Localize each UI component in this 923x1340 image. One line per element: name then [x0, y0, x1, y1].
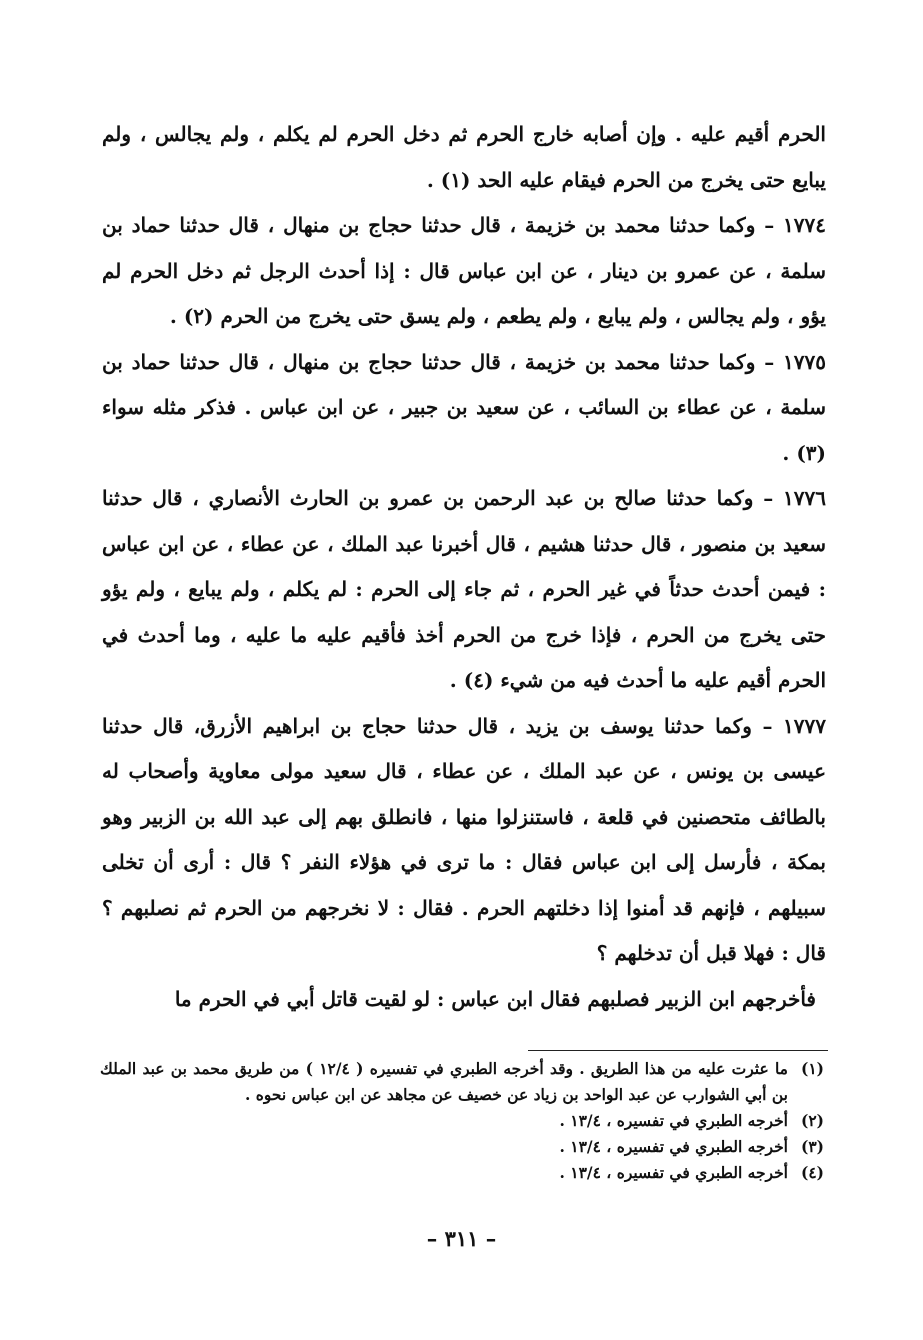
- footnote-text: ما عثرت عليه من هذا الطريق . وقد أخرجه الطبري في تفسيره ( ١٢/٤ ) من طريق محمد بن عبد الملك بن أبي الشوارب عن عبد الواحد بن زياد عن خصيف عن مجاهد عن ابن عباس نحوه .: [100, 1059, 788, 1104]
- footnote-marker: (٢): [800, 1111, 824, 1130]
- paragraph-continuation: الحرم أقيم عليه . وإن أصابه خارج الحرم ثم دخل الحرم لم يكلم ، ولم يجالس ، ولم يبايع حتى يخرج من الحرم فيقام عليه الحد (١) .: [102, 122, 826, 192]
- footnote-text: أخرجه الطبري في تفسيره ، ١٣/٤ .: [559, 1163, 788, 1182]
- hadith-1777: ١٧٧٧ – وكما حدثنا يوسف بن يزيد ، قال حدثنا حجاج بن ابراهيم الأزرق، قال حدثنا عيسى بن يونس ، عن عبد الملك ، عن عطاء ، قال سعيد مولى معاوية وأصحاب له بالطائف متحصنين في قلعة ، فاستنزلوا منها ، فانطلق بهم إلى عبد الله بن الزبير وهو بمكة ، فأرسل إلى ابن عباس فقال : ما ترى في هؤلاء النفر ؟ قال : أرى أن تخلى سبيلهم ، فإنهم قد أمنوا إذا دخلتهم الحرم . فقال : لا نخرجهم من الحرم ثم نصلبهم ؟ قال : فهلا قبل أن تدخلهم ؟: [102, 713, 826, 965]
- hadith-1775: ١٧٧٥ – وكما حدثنا محمد بن خزيمة ، قال حدثنا حجاج بن منهال ، قال حدثنا حماد بن سلمة ، عن عطاء بن السائب ، عن سعيد بن جبير ، عن ابن عباس . فذكر مثله سواء (٣) .: [102, 349, 826, 465]
- footnote-3: [100, 1134, 824, 1160]
- page-number: – ٣١١ –: [426, 1226, 497, 1251]
- footnote-marker: (١): [800, 1059, 824, 1078]
- footnotes: [100, 1056, 824, 1186]
- footnote-text: أخرجه الطبري في تفسيره ، ١٣/٤ .: [559, 1111, 788, 1130]
- paragraph-closing: فأخرجهم ابن الزبير فصلبهم فقال ابن عباس : لو لقيت قاتل أبي في الحرم ما: [174, 986, 816, 1011]
- footnote-text: أخرجه الطبري في تفسيره ، ١٣/٤ .: [559, 1137, 788, 1156]
- footnote-1: [100, 1056, 824, 1108]
- hadith-1776: ١٧٧٦ – وكما حدثنا صالح بن عبد الرحمن بن عمرو بن الحارث الأنصاري ، قال حدثنا سعيد بن منصور ، قال حدثنا هشيم ، قال أخبرنا عبد الملك ، عن عطاء ، عن ابن عباس : فيمن أحدث حدثاً في غير الحرم ، ثم جاء إلى الحرم : لم يكلم ، ولم يبايع ، ولم يؤو حتى يخرج من الحرم ، فإذا خرج من الحرم أخذ فأقيم عليه ما عليه ، وما أحدث في الحرم أقيم عليه ما أحدث فيه من شيء (٤) .: [102, 486, 826, 692]
- main-text: [102, 112, 826, 1022]
- footnote-marker: (٣): [800, 1137, 824, 1156]
- footnote-separator: [528, 1050, 828, 1051]
- hadith-1774: ١٧٧٤ – وكما حدثنا محمد بن خزيمة ، قال حدثنا حجاج بن منهال ، قال حدثنا حماد بن سلمة ، عن عمرو بن دينار ، عن ابن عباس قال : إذا أحدث الرجل ثم دخل الحرم لم يؤو ، ولم يجالس ، ولم يبايع ، ولم يطعم ، ولم يسق حتى يخرج من الحرم (٢) .: [102, 213, 826, 328]
- footnote-marker: (٤): [800, 1163, 824, 1182]
- footnote-2: [100, 1108, 824, 1134]
- footnote-4: [100, 1160, 824, 1186]
